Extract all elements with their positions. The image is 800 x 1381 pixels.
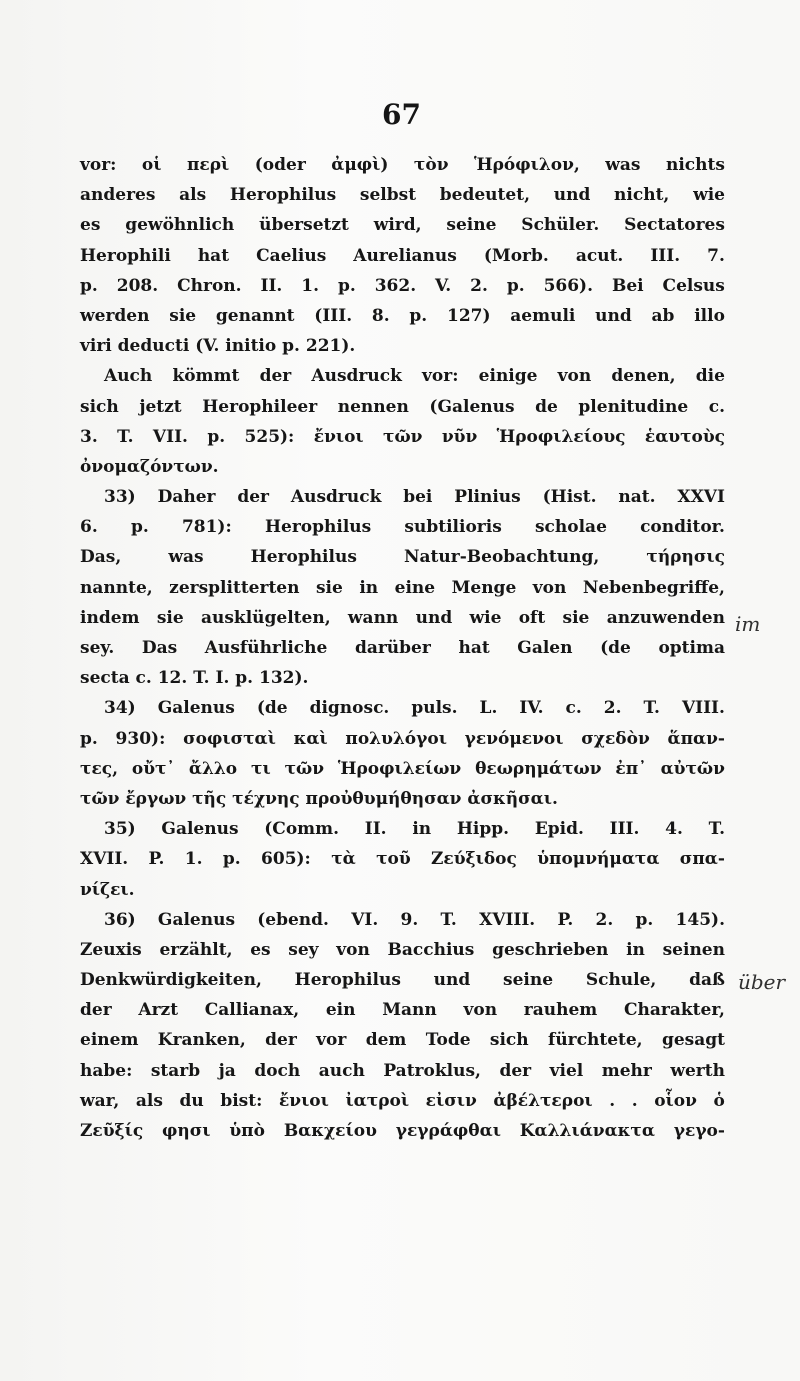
page-number: 67 bbox=[382, 98, 421, 131]
text-line: sey. Das Ausführliche darüber hat Galen (de optima bbox=[80, 638, 725, 658]
text-line: 36) Galenus (ebend. VI. 9. T. XVIII. P. 2. p. 145). bbox=[104, 909, 725, 930]
body-text bbox=[80, 150, 725, 1146]
text-line: viri deducti (V. initio p. 221). bbox=[80, 336, 356, 357]
text-line: 35) Galenus (Comm. II. in Hipp. Epid. III. 4. T. bbox=[104, 819, 725, 840]
text-line: Ζεῦξίς φησι ὑπὸ Βακχείου γεγράφθαι Καλλιάνακτα γεγο- bbox=[80, 1121, 725, 1141]
text-line: p. 930): σοφισταὶ καὶ πολυλόγοι γενόμενοι σχεδὸν ἅπαν- bbox=[80, 728, 725, 749]
text-line: werden sie genannt (III. 8. p. 127) aemuli und ab illo bbox=[80, 305, 725, 326]
text-line: XVII. P. 1. p. 605): τὰ τοῦ Ζεύξιδος ὑπομνήματα σπα- bbox=[80, 849, 725, 870]
text-line: 33) Daher der Ausdruck bei Plinius (Hist. nat. XXVI bbox=[104, 487, 725, 508]
text-line: Herophili hat Caelius Aurelianus (Morb. acut. III. 7. bbox=[80, 245, 725, 266]
text-line: Denkwürdigkeiten, Herophilus und seine Schule, daß bbox=[80, 970, 725, 991]
text-line: war, als du bist: ἔνιοι ἰατροὶ εἰσιν ἀβέλτεροι . . οἷον ὁ bbox=[80, 1090, 725, 1111]
text-line: secta c. 12. T. I. p. 132). bbox=[80, 668, 309, 689]
text-line: es gewöhnlich übersetzt wird, seine Schüler. Sectatores bbox=[80, 215, 725, 236]
text-line: vor: οἱ περὶ (oder ἀμφὶ) τὸν Ἡρόφιλον, was nichts bbox=[80, 155, 725, 175]
text-line: 3. T. VII. p. 525): ἔνιοι τῶν νῦν Ἡροφιλείους ἑαυτοὺς bbox=[80, 426, 725, 447]
handwritten-margin-note: im bbox=[735, 612, 761, 636]
text-line: 6. p. 781): Herophilus subtilioris scholae conditor. bbox=[80, 517, 725, 538]
text-line: einem Kranken, der vor dem Tode sich fürchtete, gesagt bbox=[80, 1030, 725, 1051]
text-line: 34) Galenus (de dignosc. puls. L. IV. c. 2. T. VIII. bbox=[104, 698, 725, 719]
text-line: sich jetzt Herophileer nennen (Galenus de plenitudine c. bbox=[80, 396, 725, 417]
text-line: Zeuxis erzählt, es sey von Bacchius geschrieben in seinen bbox=[80, 939, 725, 960]
text-line: anderes als Herophilus selbst bedeutet, und nicht, wie bbox=[80, 185, 725, 206]
text-line: ὀνομαζόντων. bbox=[80, 456, 219, 477]
text-line: Auch kömmt der Ausdruck vor: einige von denen, die bbox=[104, 366, 725, 387]
text-line: τῶν ἔργων τῆς τέχνης προὐθυμήθησαν ἀσκῆσαι. bbox=[80, 788, 558, 809]
text-line: nannte, zersplitterten sie in eine Menge von Nebenbegriffe, bbox=[80, 577, 725, 598]
text-line: habe: starb ja doch auch Patroklus, der viel mehr werth bbox=[80, 1060, 725, 1081]
handwritten-margin-note: über bbox=[738, 970, 786, 994]
text-line: der Arzt Callianax, ein Mann von rauhem Charakter, bbox=[80, 1000, 725, 1021]
text-line: τες, οὔτ᾽ ἄλλο τι τῶν Ἡροφιλείων θεωρημάτων ἐπ᾽ αὐτῶν bbox=[80, 758, 725, 779]
text-line: Das, was Herophilus Natur-Beobachtung, τήρησις bbox=[80, 547, 725, 568]
text-line: indem sie ausklügelten, wann und wie oft sie anzuwenden bbox=[80, 607, 725, 628]
text-line: p. 208. Chron. II. 1. p. 362. V. 2. p. 566). Bei Celsus bbox=[80, 275, 725, 296]
text-line: νίζει. bbox=[80, 879, 135, 900]
